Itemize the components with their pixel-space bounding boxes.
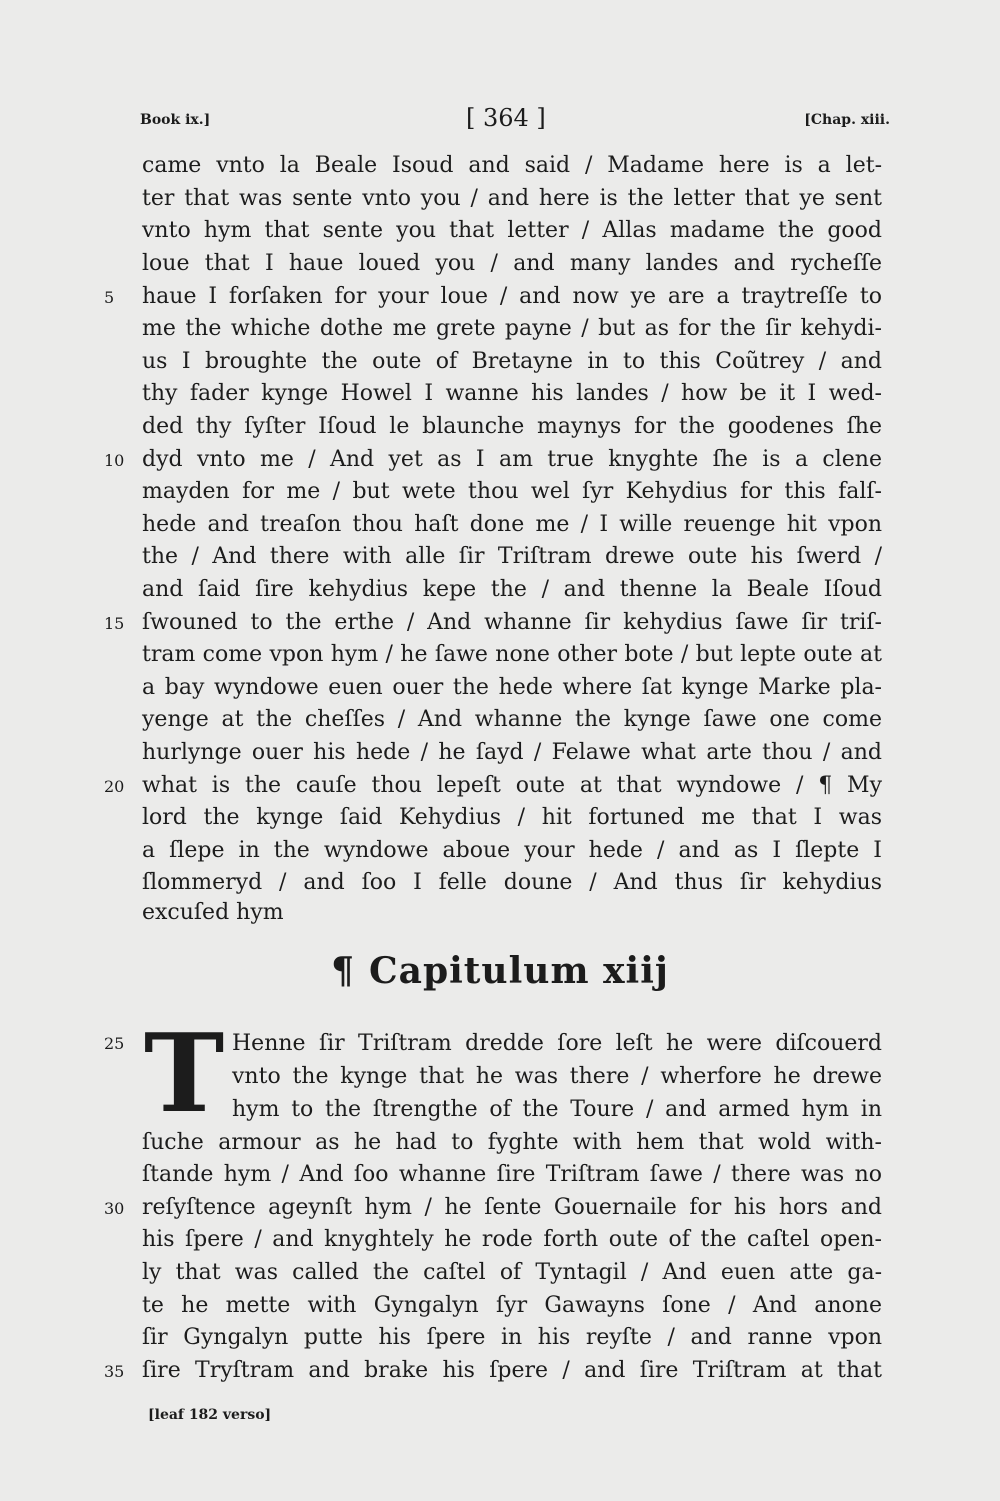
line-number: 25 <box>104 1034 125 1053</box>
text-line: lord the kynge ſaid Kehydius / hit fortuned me that I was <box>142 805 882 830</box>
line-number: 35 <box>104 1362 125 1381</box>
drop-cap: T <box>143 1011 225 1137</box>
text-line: te he mette with Gyngalyn ſyr Gawayns ſone / And anone <box>142 1293 882 1318</box>
page-number: [ 364 ] <box>466 104 546 132</box>
text-line: ſtande hym / And ſoo whanne ſire Triſtram ſawe / there was no <box>142 1162 882 1187</box>
text-line: vnto the kynge that he was there / wherfore he drewe <box>232 1064 882 1089</box>
text-line: ded thy ſyſter Iſoud le blaunche maynys for the goodenes ſhe <box>142 414 882 439</box>
text-line: the / And there with alle ſir Triſtram drewe oute his ſwerd / <box>142 544 882 569</box>
book-label: Book ix.] <box>140 112 211 128</box>
line-number: 10 <box>104 451 125 470</box>
chapter-heading <box>0 950 1000 992</box>
chapter-label: [Chap. xiii. <box>804 112 890 128</box>
text-line: ly that was called the caſtel of Tyntagil / And euen atte ga- <box>142 1260 882 1285</box>
text-line: a ſlepe in the wyndowe aboue your hede / and as I ſlepte I <box>142 838 882 863</box>
text-line: ſuche armour as he had to fyghte with hem that wold with- <box>142 1130 882 1155</box>
line-number: 30 <box>104 1199 125 1218</box>
text-line: his ſpere / and knyghtely he rode forth oute of the caſtel open- <box>142 1227 882 1252</box>
text-line: and ſaid ſire kehydius kepe the / and thenne la Beale Iſoud <box>142 577 882 602</box>
text-line: Henne ſir Triſtram dredde ſore leſt he were diſcouerd <box>232 1031 882 1056</box>
line-number: 20 <box>104 777 125 796</box>
text-line: haue I forſaken for your loue / and now ye are a traytreſſe to <box>142 284 882 309</box>
text-line: ter that was sente vnto you / and here is the letter that ye sent <box>142 186 882 211</box>
text-line: ſlommeryd / and ſoo I felle doune / And thus ſir kehydius <box>142 870 882 895</box>
text-line: thy fader kynge Howel I wanne his landes / how be it I wed- <box>142 381 882 406</box>
text-line: hede and treaſon thou haſt done me / I wille reuenge hit vpon <box>142 512 882 537</box>
text-line: dyd vnto me / And yet as I am true knyghte ſhe is a clene <box>142 447 882 472</box>
text-line: yenge at the cheſſes / And whanne the kynge ſawe one come <box>142 707 882 732</box>
text-line: tram come vpon hym / he ſawe none other bote / but lepte oute at <box>142 642 882 667</box>
text-line: ſir Gyngalyn putte his ſpere in his reyſte / and ranne vpon <box>142 1325 882 1350</box>
text-line: hurlynge ouer his hede / he ſayd / Felawe what arte thou / and <box>142 740 882 765</box>
text-line: a bay wyndowe euen ouer the hede where ſat kynge Marke pla- <box>142 675 882 700</box>
text-line: loue that I haue loued you / and many landes and rycheſſe <box>142 251 882 276</box>
text-line: came vnto la Beale Isoud and said / Madame here is a let- <box>142 153 882 178</box>
text-line: ſwouned to the erthe / And whanne ſir kehydius ſawe ſir triſ- <box>142 610 882 635</box>
chapter-title: Capitulum xiij <box>368 950 669 992</box>
line-number: 5 <box>104 288 115 307</box>
text-line: mayden for me / but wete thou wel ſyr Kehydius for this falſ- <box>142 479 882 504</box>
page-header <box>140 104 890 138</box>
text-line: us I broughte the oute of Bretayne in to this Coũtrey / and <box>142 349 882 374</box>
leaf-signature: [leaf 182 verso] <box>148 1407 272 1423</box>
text-line: excuſed hym <box>142 900 284 925</box>
text-line: ſire Tryſtram and brake his ſpere / and ſire Triſtram at that <box>142 1358 882 1383</box>
text-line: vnto hym that sente you that letter / Allas madame the good <box>142 218 882 243</box>
text-line: reſyſtence ageynſt hym / he ſente Gouernaile for his hors and <box>142 1195 882 1220</box>
text-line: what is the cauſe thou lepeſt oute at that wyndowe / ¶ My <box>142 773 882 798</box>
pilcrow-icon: ¶ <box>331 950 355 992</box>
line-number: 15 <box>104 614 125 633</box>
text-line: hym to the ſtrengthe of the Toure / and armed hym in <box>232 1097 882 1122</box>
text-line: me the whiche dothe me grete payne / but as for the ſir kehydi- <box>142 316 882 341</box>
